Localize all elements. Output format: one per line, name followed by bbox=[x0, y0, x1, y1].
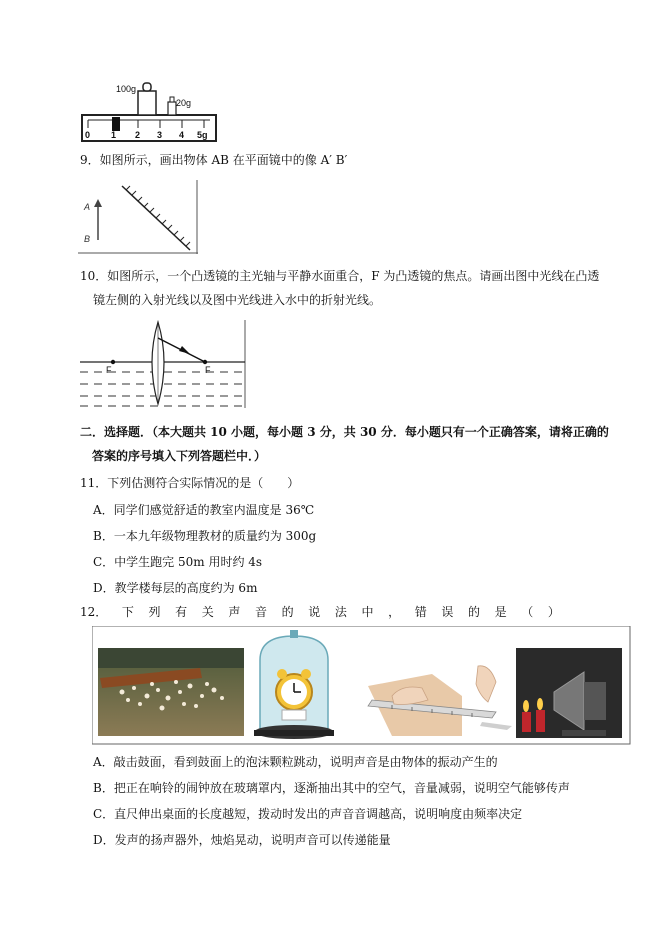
question-12-option-d: D．发声的扬声器外，烛焰晃动，说明声音可以传递能量 bbox=[93, 833, 391, 847]
focus-right-label: F bbox=[205, 365, 211, 375]
q12-stem-char: 列 bbox=[148, 605, 161, 619]
q12-stem-char: 的 bbox=[468, 605, 481, 619]
q12-stem-char: 下 bbox=[121, 605, 134, 619]
q12-stem-char: 是 bbox=[494, 605, 507, 619]
question-11-option-c: C．中学生跑完 50m 用时约 4s bbox=[93, 555, 263, 569]
drum-foam-photo bbox=[98, 648, 244, 736]
q12-stem-char: ， bbox=[388, 605, 401, 619]
speaker-candles-photo bbox=[516, 648, 622, 738]
ruler-tick-3: 3 bbox=[157, 130, 163, 140]
q12-stem-char: 错 bbox=[414, 605, 427, 619]
plane-mirror-figure bbox=[78, 180, 202, 256]
section-2-heading-line-1: 二．选择题．（本大题共 10 小题，每小题 3 分，共 30 分．每小题只有一个正确答案，请将正确的 bbox=[80, 425, 609, 439]
ruler-tick-2: 2 bbox=[135, 130, 141, 140]
q12-stem-char: 声 bbox=[228, 605, 241, 619]
focus-left-label: F bbox=[106, 365, 112, 375]
question-12-option-c: C．直尺伸出桌面的长度越短，拨动时发出的声音音调越高，说明响度由频率决定 bbox=[93, 807, 523, 821]
q12-stem-char: 误 bbox=[441, 605, 454, 619]
weight-20-label: 20g bbox=[176, 98, 192, 108]
question-12-option-b: B．把正在响铃的闹钟放在玻璃罩内，逐渐抽出其中的空气，音量减弱，说明空气能够传声 bbox=[93, 781, 570, 795]
ruler-tick-5: 5g bbox=[197, 130, 208, 140]
label-b: B bbox=[84, 234, 91, 244]
q12-stem-char: 关 bbox=[201, 605, 214, 619]
question-11-option-a: A．同学们感觉舒适的教室内温度是 36℃ bbox=[93, 503, 315, 517]
question-9-text: 9．如图所示，画出物体 AB 在平面镜中的像 A′ B′ bbox=[80, 153, 348, 167]
label-a: A bbox=[84, 202, 91, 212]
question-12-option-a: A．敲击鼓面，看到鼓面上的泡沫颗粒跳动，说明声音是由物体的振动产生的 bbox=[93, 755, 498, 769]
q12-stem-char: 音 bbox=[255, 605, 268, 619]
question-11-stem: 11．下列估测符合实际情况的是（ ） bbox=[80, 476, 300, 490]
question-10-line-2: 镜左侧的入射光线以及图中光线进入水中的折射光线。 bbox=[93, 293, 382, 307]
q12-stem-char: 法 bbox=[334, 605, 347, 619]
convex-lens-figure bbox=[78, 318, 250, 410]
section-2-heading-line-2: 答案的序号填入下列答题栏中．） bbox=[92, 449, 267, 463]
question-12-stem bbox=[80, 604, 560, 620]
q12-stem-char: 有 bbox=[175, 605, 188, 619]
q12-stem-char: ） bbox=[547, 605, 560, 619]
q12-stem-char: 12． bbox=[80, 605, 108, 619]
bell-jar-alarm-clock-photo bbox=[254, 630, 334, 739]
ruler-tick-4: 4 bbox=[179, 130, 185, 140]
weight-100-label: 100g bbox=[116, 84, 137, 94]
question-11-option-d: D．教学楼每层的高度约为 6m bbox=[93, 581, 258, 595]
q12-stem-char: （ bbox=[521, 605, 534, 619]
ruler-tick-0: 0 bbox=[85, 130, 91, 140]
q12-stem-char: 的 bbox=[281, 605, 294, 619]
question-10-line-1: 10．如图所示，一个凸透镜的主光轴与平静水面重合，F 为凸透镜的焦点。请画出图中光线在凸透 bbox=[80, 269, 600, 283]
question-11-option-b: B．一本九年级物理教材的质量约为 300g bbox=[93, 529, 317, 543]
q12-stem-char: 中 bbox=[361, 605, 374, 619]
ruler-tick-1: 1 bbox=[111, 130, 117, 140]
sound-experiments-photo-strip bbox=[92, 626, 632, 746]
q12-stem-char: 说 bbox=[308, 605, 321, 619]
balance-scale-figure bbox=[80, 78, 220, 146]
